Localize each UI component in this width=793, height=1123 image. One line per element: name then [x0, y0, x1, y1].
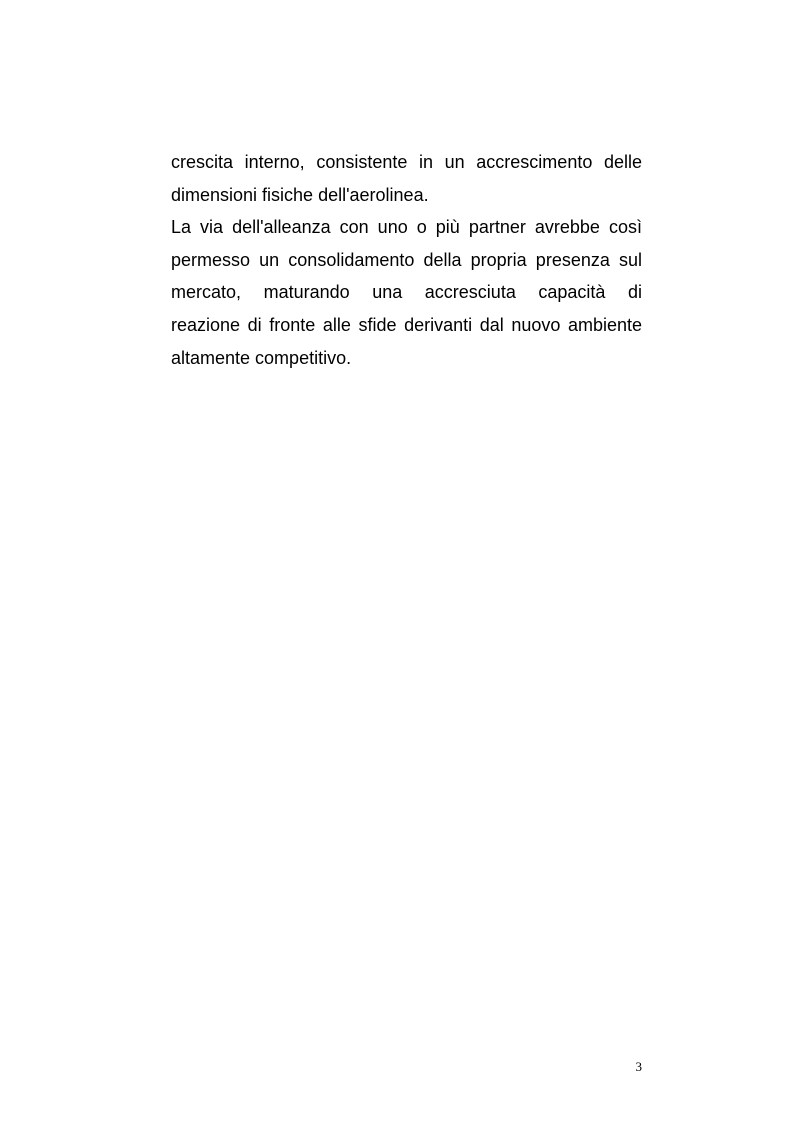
body-text — [171, 146, 642, 374]
paragraph-1 — [171, 146, 642, 211]
text-line: reazione di fronte alle sfide derivanti dal nuovo ambiente — [171, 314, 642, 335]
text-line: La via dell'alleanza con uno o più partner avrebbe così — [171, 217, 642, 238]
text-line: crescita interno, consistente in un accrescimento delle — [171, 152, 642, 172]
text-line: altamente competitivo. — [171, 347, 352, 368]
text-line: permesso un consolidamento della propria presenza sul — [171, 249, 642, 270]
paragraph-2 — [171, 211, 642, 374]
page-number: 3 — [635, 1059, 642, 1074]
text-line: dimensioni fisiche dell'aerolinea. — [171, 184, 429, 205]
text-line: mercato, maturando una accresciuta capacità di — [171, 282, 642, 303]
